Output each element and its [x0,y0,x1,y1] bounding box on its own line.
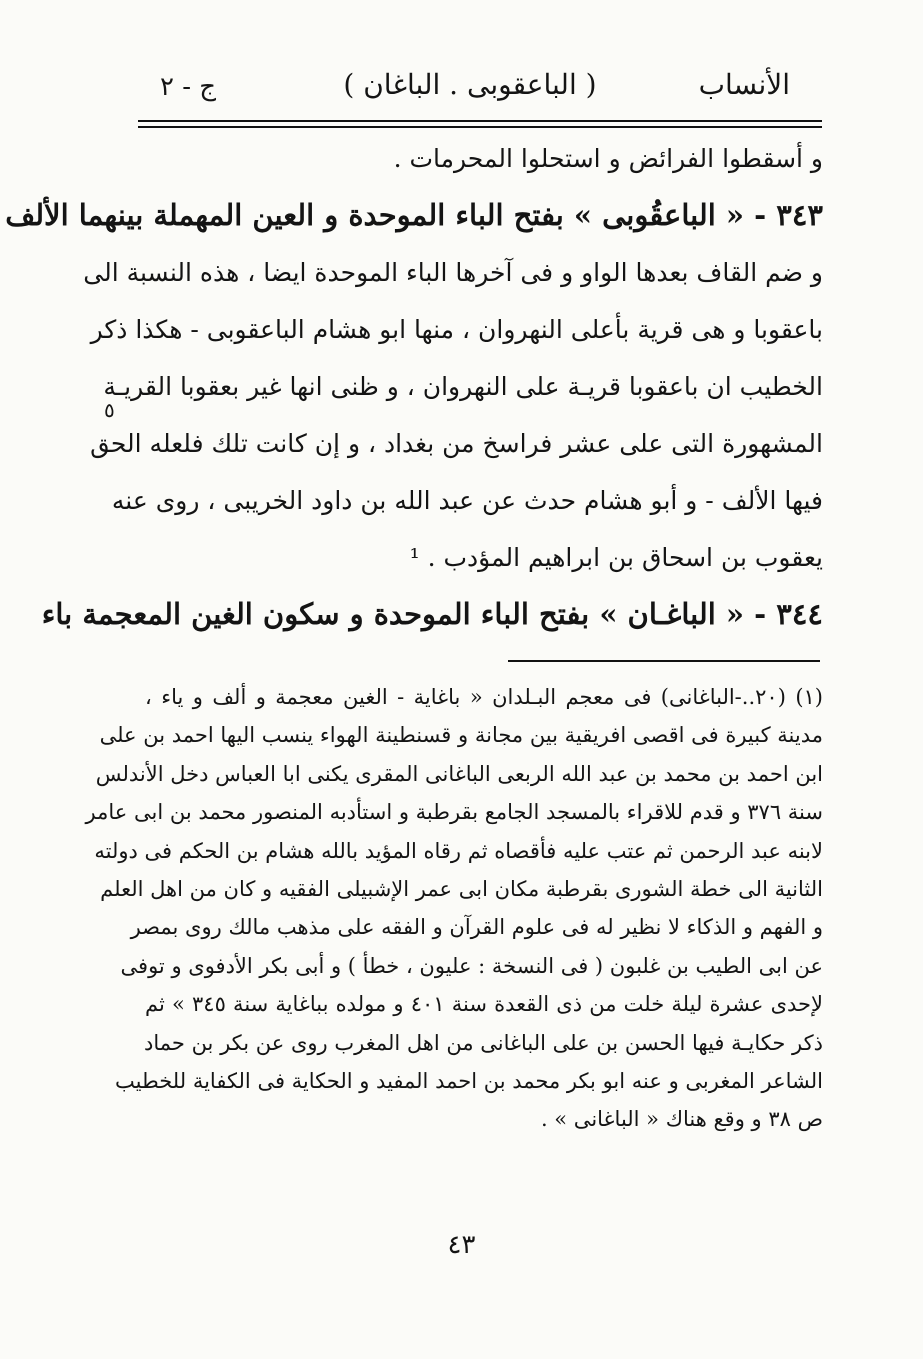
book-title: الأنساب [698,68,790,101]
footnote-line: ص ٣٨ و وقع هناك « الباغانى » . [540,1107,823,1132]
text-line: و أسقطوا الفرائض و استحلوا المحرمات . [393,144,823,173]
text-line: يعقوب بن اسحاق بن ابراهيم المؤدب . ¹ [409,543,823,572]
footnote-line: و الفهم و الذكاء لا نظير له فى علوم القرآن و الفقه على مذهب مالك روى بمصر [130,915,823,940]
header-rule [138,120,822,122]
main-text [5,130,823,643]
footnote-line: الشاعر المغربى و عنه ابو بكر محمد بن احمد المفيد و الحكاية فى الكفاية للخطيب [115,1068,823,1093]
text-line: باعقوبا و هى قرية بأعلى النهروان ، منها ابو هشام الباعقوبى - هكذا ذكر [90,315,823,344]
text-line: فيها الألف - و أبو هشام حدث عن عبد الله بن داود الخريبى ، روى عنه [111,486,823,515]
page-number: ٤٣ [447,1230,476,1260]
footnote-line: (١) (٢٠..-الباغانى) فى معجم البـلدان « باغاية - الغين معجمة و ألف و ياء ، [145,685,823,709]
entry-344-heading: ٣٤٤ - « الباغـان » بفتح الباء الموحدة و سكون الغين المعجمة باء [41,597,823,631]
footnote-line: الثانية الى خطة الشورى بقرطبة مكان ابى عمر الإشبيلى الفقيه و كان من اهل العلم [100,876,823,901]
footnotes [85,678,823,1139]
margin-line-number: ٥ [104,398,115,422]
entry-343-heading: ٣٤٣ - « الباعقُوبى » بفتح الباء الموحدة و العين المهملة بينهما الألف [5,198,823,232]
footnote-line: عن ابى الطيب بن غلبون ( فى النسخة : عليون ، خطأ ) و أبى بكر الأدفوى و توفى [120,953,823,978]
text-line: الخطيب ان باعقوبا قريـة على النهروان ، و ظنى انها غير بعقوبا القريـة [103,372,823,401]
footnote-line: لابنه عبد الرحمن ثم عتب عليه فأقصاه ثم رقاه المؤيد بالله هشام بن الحكم فى دولته [94,838,823,863]
text-line: المشهورة التى على عشر فراسخ من بغداد ، و إن كانت تلك فلعله الحق [90,429,823,458]
footnote-rule [508,660,820,662]
running-header [150,62,790,106]
footnote-line: لإحدى عشرة ليلة خلت من ذى القعدة سنة ٤٠١ و مولده بباغاية سنة ٣٤٥ » ثم [145,992,823,1017]
header-rule-double [138,126,822,128]
text-line: و ضم القاف بعدها الواو و فى آخرها الباء الموحدة ايضا ، هذه النسبة الى [83,258,823,287]
footnote-line: سنة ٣٧٦ و قدم للاقراء بالمسجد الجامع بقرطبة و استأدبه المنصور محمد بن ابى عامر [85,800,823,825]
running-title: ( الباعقوبى . الباغان ) [343,68,597,101]
footnote-line: ذكر حكايـة فيها الحسن بن على الباغانى من اهل المغرب روى عن بكر بن حماد [144,1030,823,1055]
volume-label: ج - ٢ [160,72,217,102]
footnote-line: مدينة كبيرة فى اقصى افريقية بين مجانة و قسنطينة الهواء ينسب اليها احمد بن على [99,723,823,748]
footnote-line: ابن احمد بن محمد بن عبد الله الربعى الباغانى المقرى يكنى ابا العباس دخل الأندلس [95,761,823,786]
